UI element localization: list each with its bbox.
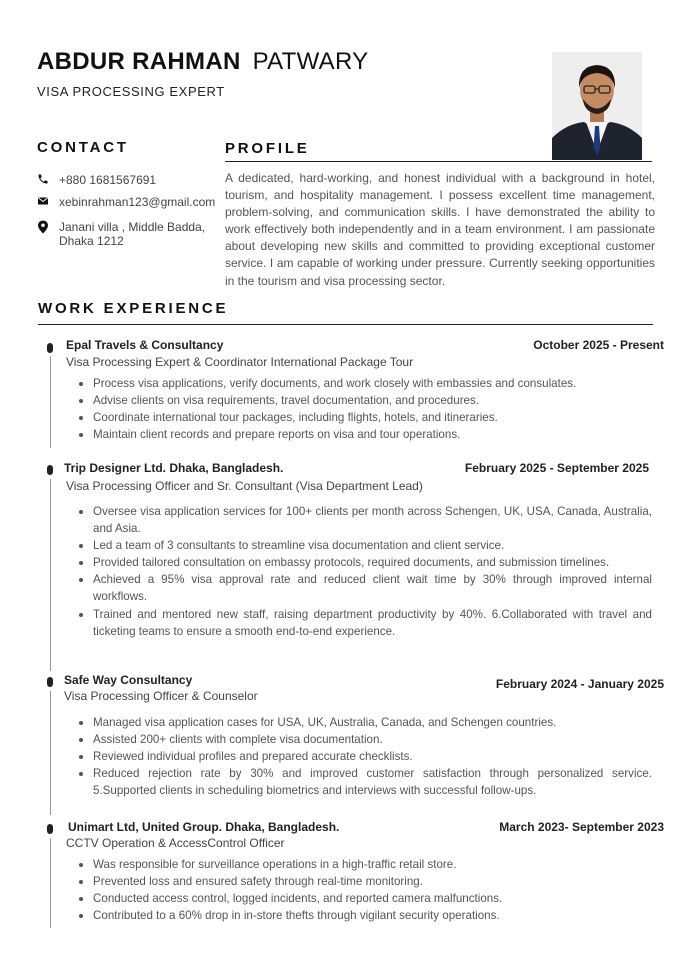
company-name: Unimart Ltd, United Group. Dhaka, Bangladesh.: [68, 820, 340, 834]
timeline-line: [50, 479, 51, 671]
job-title: VISA PROCESSING EXPERT: [37, 84, 225, 99]
job-duties-list: [79, 856, 651, 924]
work-experience-heading: WORK EXPERIENCE: [38, 300, 229, 317]
timeline-dot: [47, 824, 53, 834]
address-text: Janani villa , Middle Badda, Dhaka 1212: [59, 220, 206, 248]
job-role: Visa Processing Officer & Counselor: [64, 689, 258, 703]
list-item: Was responsible for surveillance operations in a high-traffic retail store.: [79, 856, 651, 873]
profile-heading: PROFILE: [225, 140, 310, 157]
company-name: Safe Way Consultancy: [64, 673, 193, 687]
list-item: Reduced rejection rate by 30% and improved customer satisfaction through personalized service. 5.Supported clients in scheduling biometrics and interviews with successful follow-ups.: [79, 765, 652, 799]
first-name: ABDUR RAHMAN: [37, 48, 241, 75]
email-address[interactable]: xebinrahman123@gmail.com: [59, 195, 216, 209]
list-item: Process visa applications, verify documents, and work closely with embassies and consulates.: [79, 375, 651, 392]
job-duties-list: [79, 375, 651, 443]
list-item: Reviewed individual profiles and prepared accurate checklists.: [79, 748, 652, 765]
employment-dates: February 2025 - September 2025: [464, 461, 649, 475]
resume-header: [37, 48, 368, 76]
work-experience-divider: [38, 324, 653, 325]
list-item: Oversee visa application services for 100+ clients per month across Schengen, UK, USA, Canada, Australia, and Asia.: [79, 503, 652, 537]
timeline-line: [50, 838, 51, 928]
list-item: Trained and mentored new staff, raising department productivity by 40%. 6.Collaborated with travel and ticketing teams to ensure a smooth end-to-end experience.: [79, 606, 652, 640]
phone-icon: [37, 173, 51, 187]
last-name: PATWARY: [252, 48, 369, 75]
phone-number[interactable]: +880 1681567691: [59, 173, 157, 187]
list-item: Contributed to a 60% drop in in-store thefts through vigilant security operations.: [79, 907, 651, 924]
list-item: Provided tailored consultation on embassy protocols, required documents, and submission timelines.: [79, 554, 652, 571]
timeline-line: [50, 691, 51, 815]
mail-icon: [37, 195, 51, 209]
employment-dates: October 2025 - Present: [533, 338, 664, 352]
list-item: Achieved a 95% visa approval rate and reduced client wait time by 30% through improved internal workflows.: [79, 571, 652, 605]
job-role: Visa Processing Officer and Sr. Consultant (Visa Department Lead): [66, 479, 423, 493]
list-item: Maintain client records and prepare reports on visa and tour operations.: [79, 426, 651, 443]
timeline-line: [50, 356, 51, 448]
list-item: Coordinate international tour packages, including flights, hotels, and itineraries.: [79, 409, 651, 426]
timeline-dot: [47, 465, 53, 475]
job-role: Visa Processing Expert & Coordinator International Package Tour: [66, 355, 414, 369]
job-role: CCTV Operation & AccessControl Officer: [66, 836, 285, 850]
list-item: Led a team of 3 consultants to streamline visa documentation and client service.: [79, 537, 652, 554]
contact-email: [37, 195, 227, 209]
location-pin-icon: [37, 220, 51, 234]
employment-dates: February 2024 - January 2025: [495, 677, 664, 691]
list-item: Assisted 200+ clients with complete visa documentation.: [79, 731, 652, 748]
list-item: Conducted access control, logged incidents, and reported camera malfunctions.: [79, 890, 651, 907]
contact-phone: [37, 173, 227, 187]
profile-photo: [552, 52, 642, 160]
job-duties-list: [79, 503, 652, 640]
employment-dates: March 2023- September 2023: [499, 820, 664, 834]
timeline-dot: [47, 677, 53, 687]
list-item: Advise clients on visa requirements, travel documentation, and procedures.: [79, 392, 651, 409]
contact-address: [37, 220, 227, 250]
timeline-dot: [47, 343, 53, 353]
company-name: Epal Travels & Consultancy: [66, 338, 224, 352]
job-duties-list: [79, 714, 652, 799]
contact-heading: CONTACT: [37, 139, 129, 156]
company-name: Trip Designer Ltd. Dhaka, Bangladesh.: [64, 461, 284, 475]
profile-divider: [225, 161, 652, 162]
list-item: Managed visa application cases for USA, UK, Australia, Canada, and Schengen countries.: [79, 714, 652, 731]
list-item: Prevented loss and ensured safety through real-time monitoring.: [79, 873, 651, 890]
profile-summary: A dedicated, hard-working, and honest individual with a background in hotel, tourism, and hospitality management. I possess excellent time management, problem-solving, and communication skills. I have demonstrated the ability to work effectively both independently and in a team environment. I am passionate about developing new skills and committed to providing exceptional customer service. I am capable of working under pressure. Currently seeking opportunities in the tourism and visa processing sector.: [225, 171, 655, 288]
